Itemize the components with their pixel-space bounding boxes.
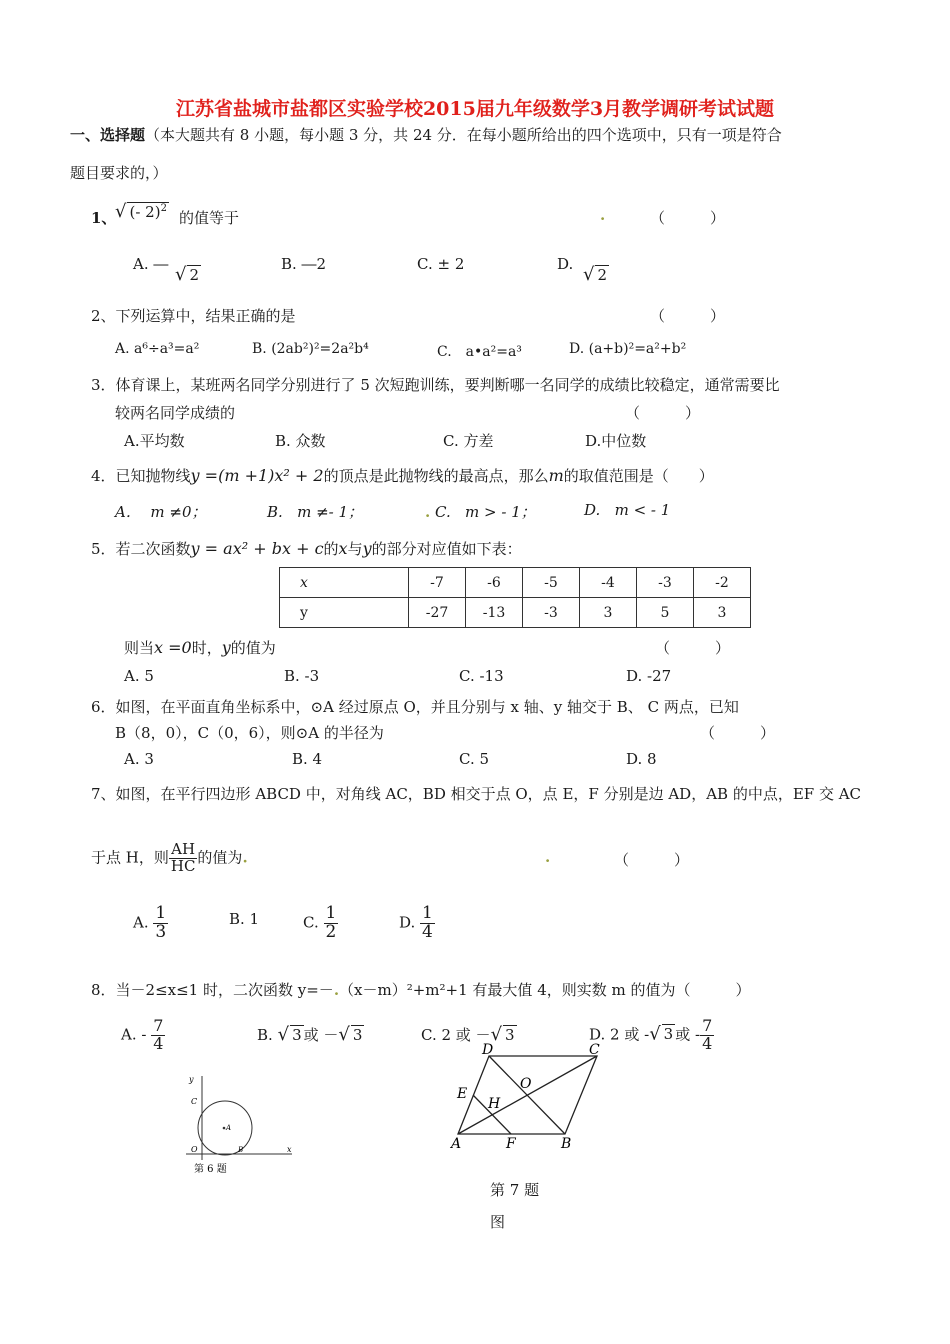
q7-option-a (133, 905, 168, 942)
q7-fraction (169, 842, 198, 875)
q2-bracket: （ ） (650, 307, 726, 325)
table-cell: -2 (694, 568, 751, 598)
table-cell: -3 (637, 568, 694, 598)
q7-line-1: 7、如图，在平行四边形 ABCD 中，对角线 AC，BD 相交于点 O，点 E，F 分别是边 AD，AB 的中点，EF 交 AC (91, 785, 862, 803)
q4-option-d-label: D. (584, 501, 601, 519)
table-cell: 5 (637, 598, 694, 628)
q8-stem: 8．当－2≤x≤1 时，二次函数 y=－.（x－m）²+m²+1 有最大值 4，则实数 m 的值为（ ） (91, 981, 751, 999)
q8-option-c-root: 3 (505, 1026, 515, 1044)
q4-option-c: . C. m > - 1； (425, 503, 536, 521)
q6-option-b: B. 4 (292, 750, 323, 768)
figure-7-caption-2: 图 (490, 1213, 506, 1231)
q1-option-d-root: √ 2 (583, 264, 608, 285)
q1-radical: √ (- 2)$^2$ (115, 201, 167, 222)
q1-exponent: 2 (160, 203, 167, 214)
q8-option-d: D. 2 或 -√ 3 或 - $\frac{7}{4}$ (589, 1016, 713, 1053)
q8-option-b-or: 或 － (303, 1026, 339, 1044)
vertex-a-label: A (451, 1136, 462, 1152)
vertex-c-label: C (589, 1042, 600, 1058)
q1-option-d-label: D. (557, 255, 574, 273)
q7-option-d (399, 905, 435, 942)
section-header (70, 124, 782, 145)
q6-line-2: B（8，0），C（0，6），则⊙A 的半径为 (115, 724, 384, 742)
q8-stem-pre: 8．当－2≤x≤1 时，二次函数 y=－ (91, 981, 334, 999)
table-cell: x (280, 568, 409, 598)
point-e-label: E (457, 1086, 468, 1102)
q5-formula: y = ax² + bx + c (190, 539, 324, 558)
table-cell: -5 (523, 568, 580, 598)
q8-option-a-den: 4 (153, 1033, 164, 1053)
section-desc-1: （本大题共有 8 小题，每小题 3 分，共 24 分．在每小题所给出的四个选项中，只有一项是符合 (145, 126, 782, 144)
q8-option-a (121, 1018, 165, 1053)
section-heading: 一、选择题 (70, 126, 146, 144)
q8-option-d-label: D. 2 或 - (589, 1025, 650, 1044)
q2-option-c: C. a•a²=a³ (437, 344, 522, 360)
q4-option-a (115, 501, 207, 522)
q1-option-d-radicand: 2 (597, 266, 608, 284)
point-f-label: F (506, 1136, 516, 1152)
q8-option-b: B. √ 3 或 －√ 3 (257, 1024, 363, 1045)
q8-option-c: C. 2 或 －√ 3 (421, 1024, 515, 1045)
q5-stem (91, 538, 522, 559)
q1-option-a-label: A. ― (133, 255, 169, 273)
table-cell: y (280, 598, 409, 628)
center-point (223, 1127, 226, 1130)
q6-bracket: （ ） (700, 724, 776, 742)
q7-option-c-label: C. (303, 913, 319, 932)
q4-option-b-label: B. (267, 503, 283, 521)
q4-option-d (584, 501, 670, 519)
table-cell: -4 (580, 568, 637, 598)
q7-option-d-den: 4 (422, 921, 433, 942)
q5-bracket: （ ） (655, 639, 731, 657)
q8-option-d-or: 或 - (675, 1025, 701, 1044)
q4-option-c-label: C. (435, 503, 451, 521)
q7-option-c-num: 1 (325, 903, 337, 923)
q5-question-line (124, 637, 276, 658)
q8-option-b-root1: 3 (292, 1026, 302, 1044)
q4-option-b-value: m ≠- 1； (297, 503, 364, 521)
origin-label: O (191, 1145, 198, 1154)
q7-line-2: 于点 H，则 $\frac{AH}{HC}$ 的值为. (91, 840, 248, 875)
table-cell: 3 (580, 598, 637, 628)
x-axis-label: x (287, 1145, 292, 1154)
q8-option-a-num: 7 (153, 1016, 164, 1035)
q7-option-d-num: 1 (422, 903, 433, 923)
q5-stem-post: 的部分对应值如下表： (371, 540, 522, 558)
q1-bracket: （ ） (650, 209, 726, 227)
q5-option-d: D. -27 (626, 667, 672, 685)
q4-formula: y =(m +1)x² + 2 (190, 466, 324, 485)
table-cell: -3 (523, 598, 580, 628)
q4-option-a-value: m ≠0； (150, 503, 207, 521)
point-a-label: A (226, 1124, 232, 1132)
y-axis-label: y (189, 1075, 194, 1084)
q7-option-a-num: 1 (155, 903, 167, 923)
figure-6-circle-diagram (180, 1072, 300, 1180)
q7-option-b: B. 1 (229, 910, 260, 928)
q8-option-b-root2: 3 (352, 1026, 363, 1044)
table-cell: -13 (466, 598, 523, 628)
q7-line2-post: 的值为 (197, 848, 243, 867)
q3-line-1: 3．体育课上，某班两名同学分别进行了 5 次短跑训练，要判断哪一名同学的成绩比较稳定，通常需要比 (91, 376, 780, 394)
q8-option-d-num: 7 (702, 1016, 713, 1035)
figure-6-caption: 第 6 题 (194, 1164, 227, 1175)
q5-var-y: y (362, 539, 372, 558)
q4-option-a-label: A． (115, 503, 141, 521)
q2-option-a: A. a⁶÷a³=a² (115, 341, 200, 357)
q4-stem-post: 的取值范围是（ ） (563, 467, 714, 485)
q3-option-d: D.中位数 (585, 432, 647, 450)
q5-stem-of: 的 (323, 540, 339, 558)
q5-option-c: C. -13 (459, 667, 504, 685)
q1-option-b: B. ―2 (281, 255, 327, 273)
q4-option-c-value: m > - 1； (465, 503, 536, 521)
q5-line2-post: 的值为 (230, 639, 276, 657)
section-desc-2: 题目要求的，） (70, 164, 168, 182)
page-title: 江苏省盐城市盐都区实验学校2015届九年级数学3月教学调研考试试题 (175, 98, 775, 120)
q3-option-a: A.平均数 (124, 432, 185, 450)
q1-stem: 的值等于 (179, 209, 240, 227)
q3-option-b: B. 众数 (275, 432, 326, 450)
q1-option-a (133, 255, 168, 273)
q5-line2-cond: x =0 (154, 638, 192, 657)
q2-option-d: D. (a+b)²=a²+b² (569, 341, 687, 357)
point-c-label: C (191, 1097, 198, 1106)
figure-7-parallelogram (446, 1042, 616, 1152)
q8-option-d-root: 3 (663, 1025, 674, 1044)
q1-option-d (557, 255, 573, 273)
table-cell: -6 (466, 568, 523, 598)
q1-number: 1、 (91, 209, 117, 227)
figure-7-caption: 第 7 题 (490, 1181, 540, 1199)
q6-option-c: C. 5 (459, 750, 490, 768)
q5-value-table (279, 567, 751, 628)
q7-option-c-den: 2 (325, 921, 337, 942)
q2-option-b: B. (2ab²)²=2a²b⁴ (252, 341, 369, 357)
q1-option-c: C. ± 2 (417, 255, 465, 273)
q1-option-a-root: √ 2 (175, 264, 200, 285)
q7-option-a-den: 3 (155, 921, 167, 942)
vertex-d-label: D (482, 1042, 494, 1058)
table-cell: -27 (409, 598, 466, 628)
q7-option-d-label: D. (399, 913, 416, 932)
q4-option-d-value: m < - 1 (614, 501, 671, 519)
q7-option-a-label: A. (133, 913, 149, 932)
q5-option-b: B. -3 (284, 667, 320, 685)
q3-line-2: 较两名同学成绩的 (115, 404, 236, 422)
q4-var-m: m (548, 466, 564, 485)
point-o-label: O (520, 1076, 532, 1092)
decor-dot: . (600, 206, 606, 224)
q5-stem-and: 与 (347, 540, 363, 558)
table-row (280, 598, 751, 628)
point-h-label: H (488, 1096, 501, 1112)
q8-option-c-label: C. 2 或 － (421, 1026, 491, 1044)
q8-option-d-den: 4 (702, 1033, 713, 1053)
q5-line2-y: y (221, 638, 231, 657)
q7-frac-num: AH (169, 842, 198, 859)
table-row (280, 568, 751, 598)
q4-option-b (267, 501, 363, 522)
q4-stem-pre: 4．已知抛物线 (91, 467, 191, 485)
q7-bracket: （ ） (614, 851, 690, 869)
decor-dot: . (545, 848, 551, 866)
q5-line2-mid: 时， (191, 639, 222, 657)
q4-stem (91, 465, 714, 486)
table-cell: -7 (409, 568, 466, 598)
q3-bracket: （ ） (625, 404, 701, 422)
q6-option-d: D. 8 (626, 750, 657, 768)
q1-option-a-radicand: 2 (189, 266, 200, 284)
q8-stem-post: （x－m）²+m²+1 有最大值 4，则实数 m 的值为（ ） (339, 981, 751, 999)
vertex-b-label: B (561, 1136, 572, 1152)
q4-stem-mid: 的顶点是此抛物线的最高点，那么 (323, 467, 549, 485)
q3-option-c: C. 方差 (443, 432, 494, 450)
q2-stem: 2、下列运算中，结果正确的是 (91, 307, 296, 325)
q6-option-a: A. 3 (124, 750, 154, 768)
q5-line2-pre: 则当 (124, 639, 155, 657)
q5-option-a: A. 5 (124, 667, 154, 685)
q8-option-b-label: B. (257, 1026, 273, 1044)
q1-radicand: (- 2) (129, 203, 161, 221)
q5-var-x: x (338, 539, 348, 558)
q8-option-a-label: A. - (121, 1025, 147, 1044)
q7-frac-den: HC (170, 856, 196, 875)
q5-stem-pre: 5．若二次函数 (91, 540, 191, 558)
q7-line2-pre: 于点 H，则 (91, 848, 169, 867)
table-cell: 3 (694, 598, 751, 628)
q7-option-c (303, 905, 338, 942)
point-b-label: B (238, 1146, 244, 1154)
q6-line-1: 6．如图，在平面直角坐标系中，⊙A 经过原点 O，并且分别与 x 轴、y 轴交于 B、 C 两点，已知 (91, 698, 739, 716)
